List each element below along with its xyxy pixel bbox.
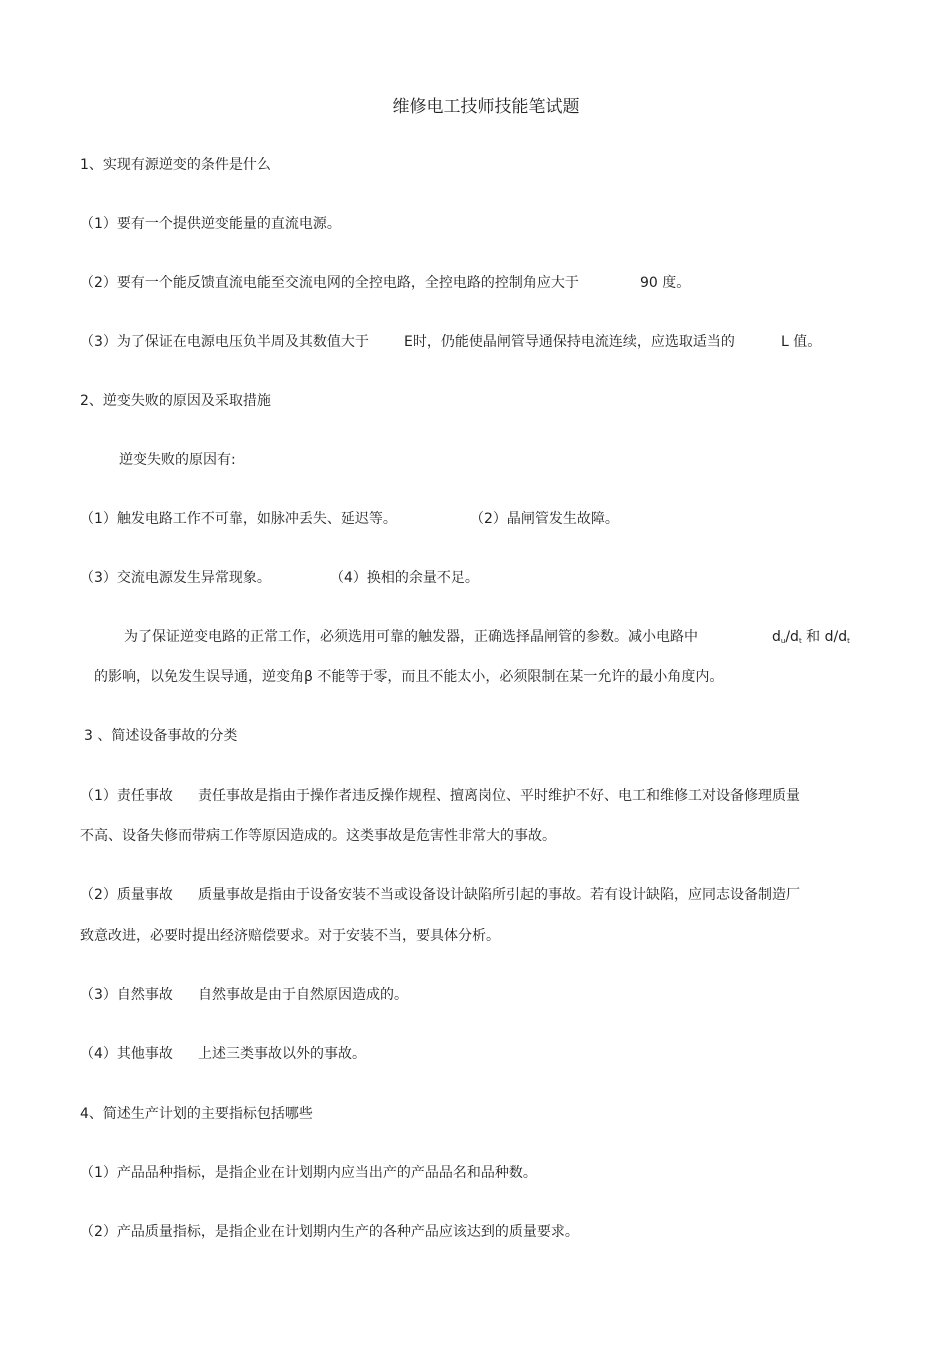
q2-item-3: （3）交流电源发生异常现象。 [80, 570, 271, 586]
q3-item-2-cont: 致意改进，必要时提出经济赔偿要求。对于安装不当，要具体分析。 [80, 928, 500, 944]
q3-heading: 3 、简述设备事故的分类 [84, 728, 238, 744]
q1-heading: 1、实现有源逆变的条件是什么 [80, 157, 271, 173]
q2-item-1: （1）触发电路工作不可靠，如脉冲丢失、延迟等。 [80, 511, 397, 527]
q2-item-2: （2）晶闸管发生故障。 [470, 511, 619, 527]
q3-item-2-label: （2）质量事故 [80, 887, 173, 903]
formula-d: d [772, 629, 781, 645]
formula-and: 和 [806, 629, 821, 645]
q2-item-4: （4）换相的余量不足。 [330, 570, 479, 586]
formula-slash-d: /d [785, 629, 799, 645]
q1-item-1: （1）要有一个提供逆变能量的直流电源。 [80, 216, 341, 232]
q2-measure-line-2: 的影响，以免发生误导通，逆变角β 不能等于零，而且不能太小，必须限制在某一允许的最小角度内。 [94, 669, 724, 685]
formula-sub-u: u [780, 637, 786, 645]
formula-d-slash-d: d/d [824, 629, 848, 645]
q1-item-3-text-b: E时，仍能使晶闸管导通保持电流连续，应选取适当的 [404, 334, 735, 350]
document-title: 维修电工技师技能笔试题 [392, 97, 580, 117]
q2-heading: 2、逆变失败的原因及采取措施 [80, 393, 271, 409]
formula-sub-t: t [798, 637, 802, 645]
q1-item-2-value: 90 度。 [640, 275, 691, 291]
q3-item-2-text: 质量事故是指由于设备安装不当或设备设计缺陷所引起的事故。若有设计缺陷，应同志设备制造厂 [198, 887, 800, 903]
q3-item-3-text: 自然事故是由于自然原因造成的。 [198, 987, 408, 1003]
q3-item-4-label: （4）其他事故 [80, 1046, 173, 1062]
q3-item-4-text: 上述三类事故以外的事故。 [198, 1046, 366, 1062]
q3-item-1-text: 责任事故是指由于操作者违反操作规程、擅离岗位、平时维护不好、电工和维修工对设备修理质量 [198, 788, 800, 804]
q2-measure-formula [772, 628, 850, 650]
q1-item-3-text-a: （3）为了保证在电源电压负半周及其数值大于 [80, 334, 369, 350]
q3-item-3-label: （3）自然事故 [80, 987, 173, 1003]
q1-item-3-text-c: L 值。 [781, 334, 822, 350]
q4-item-1: （1）产品品种指标，是指企业在计划期内应当出产的产品品名和品种数。 [80, 1165, 537, 1181]
q3-item-1-cont: 不高、设备失修而带病工作等原因造成的。这类事故是危害性非常大的事故。 [80, 828, 556, 844]
q4-heading: 4、简述生产计划的主要指标包括哪些 [80, 1106, 313, 1122]
q2-intro: 逆变失败的原因有: [119, 452, 236, 468]
q2-measure-text: 为了保证逆变电路的正常工作，必须选用可靠的触发器，正确选择晶闸管的参数。减小电路中 [124, 629, 698, 645]
q3-item-1-label: （1）责任事故 [80, 788, 173, 804]
formula-sub-t2: t [847, 637, 850, 645]
q4-item-2: （2）产品质量指标，是指企业在计划期内生产的各种产品应该达到的质量要求。 [80, 1224, 579, 1240]
q1-item-2-text: （2）要有一个能反馈直流电能至交流电网的全控电路，全控电路的控制角应大于 [80, 275, 579, 291]
